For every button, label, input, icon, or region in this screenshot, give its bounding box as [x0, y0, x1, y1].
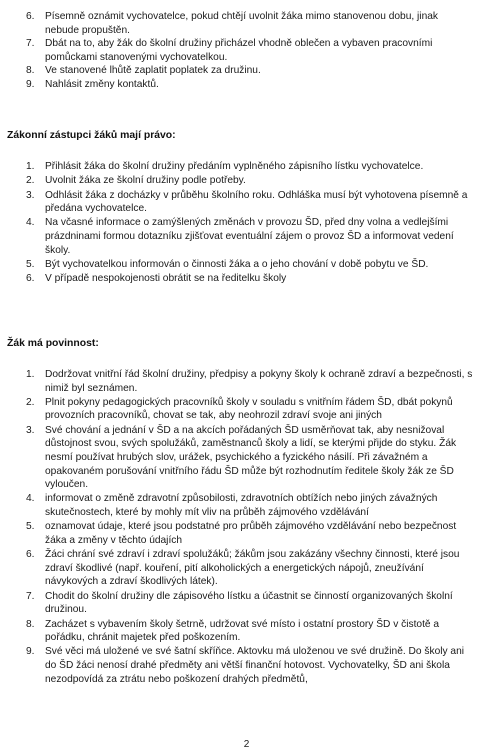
list-number: 6. [26, 273, 35, 285]
list-number: 6. [26, 11, 35, 22]
rights-list [0, 160, 473, 286]
list-item [0, 216, 473, 257]
list-item [0, 368, 473, 395]
list-item [0, 396, 473, 423]
list-item-text: Plnit pokyny pedagogických pracovníků školy v souladu s vnitřním řádem ŠD, dbát pokynů provozních pracovníků, chovat se tak, aby neohrozil zdraví svoje ani jiných [45, 396, 453, 422]
list-number: 4. [26, 493, 35, 505]
list-item-text: Na včasné informace o zamýšlených změnách v provozu ŠD, před dny volna a vedlejšími prázdninami formou dotazníku zjišťovat eventuální zájem o provoz ŠD a informovat vedení školy. [45, 217, 454, 256]
list-item [0, 548, 473, 589]
list-number: 6. [26, 549, 35, 561]
list-number: 3. [26, 189, 35, 201]
list-item-text: Být vychovatelkou informován o činnosti žáka a o jeho chování v době pobytu ve ŠD. [45, 258, 429, 270]
list-item [0, 160, 473, 174]
list-item-text: Nahlásit změny kontaktů. [45, 78, 159, 90]
list-item-text: Žáci chrání své zdraví i zdraví spolužáků; žákům jsou zakázány všechny činnosti, které jsou zdraví škodlivé (např. kouření, pití alkoholických a energetických nápojů, zneužívání návykových a zdraví škodlivých látek). [45, 549, 460, 588]
list-item [0, 424, 473, 492]
list-item-text: V případě nespokojenosti obrátit se na ředitelku školy [45, 273, 287, 285]
list-number: 9. [26, 646, 35, 658]
list-number: 2. [26, 175, 35, 187]
list-number: 5. [26, 258, 35, 270]
list-item-text: Chodit do školní družiny dle zápisového lístku a účastnit se činností organizovaných školní družinou. [45, 590, 453, 616]
list-item [0, 64, 473, 78]
list-number: 5. [26, 521, 35, 533]
list-item [0, 590, 473, 617]
list-item-text: Uvolnit žáka ze školní družiny podle potřeby. [45, 175, 246, 187]
duties-section-heading: Žák má povinnost: [7, 338, 99, 349]
list-number: 4. [26, 217, 35, 229]
page-number: 2 [243, 739, 250, 750]
list-number: 1. [26, 161, 35, 172]
list-item-text: Ve stanovené lhůtě zaplatit poplatek za družinu. [45, 65, 261, 77]
duties-list [0, 368, 473, 687]
list-item-text: oznamovat údaje, které jsou podstatné pro průběh zájmového vzdělávání nebo bezpečnost žáka a změny v těchto údajích [45, 521, 457, 546]
list-number: 7. [26, 38, 35, 50]
list-item-text: Zacházet s vybavením školy šetrně, udržovat své místo i ostatní prostory ŠD v čistotě a pořádku, chránit majetek před poškozením. [45, 618, 440, 644]
list-number: 8. [26, 65, 35, 77]
list-item-text: Dbát na to, aby žák do školní družiny přicházel vhodně oblečen a vybaven pracovními pomůckami stanovenými vychovatelkou. [45, 38, 433, 63]
list-number: 1. [26, 369, 35, 380]
list-item-text: Přihlásit žáka do školní družiny předáním vyplněného zápisního lístku vychovatelce. [45, 161, 424, 172]
list-item-text: informovat o změně zdravotní způsobilosti, zdravotních obtížích nebo jiných závažných skutečnostech, které by mohly mít vliv na průběh zájmového vzdělávání [45, 493, 438, 518]
list-number: 2. [26, 396, 35, 408]
list-item [0, 645, 473, 686]
list-item [0, 258, 473, 272]
list-item [0, 520, 473, 547]
list-item-text: Odhlásit žáka z docházky v průběhu školního roku. Odhláška musí být vyhotovena písemně a předána vychovatelce. [45, 189, 468, 215]
rights-section-heading: Zákonní zástupci žáků mají právo: [7, 130, 176, 141]
list-item [0, 10, 473, 37]
list-item [0, 492, 473, 519]
list-item-text: Své chování a jednání v ŠD a na akcích pořádaných ŠD usměrňovat tak, aby nesnižoval důstojnost svou, svých spolužáků, zaměstnanců školy a lidí, se kterými přijde do styku. Žák nesmí používat hrubých slov, urážek, psychického a fyzického násilí. Při závažném a opakovaném porušování vnitřního řádu ŠD může být rozhodnutím ředitele školy žák ze ŠD vyloučen. [45, 424, 457, 491]
list-number: 8. [26, 618, 35, 630]
continued-obligations-list [0, 10, 473, 92]
list-number: 7. [26, 590, 35, 602]
list-item [0, 189, 473, 216]
list-item-text: Písemně oznámit vychovatelce, pokud chtějí uvolnit žáka mimo stanovenou dobu, jinak nebude propuštěn. [45, 11, 438, 36]
list-item [0, 618, 473, 645]
list-item [0, 272, 473, 286]
list-item-text: Dodržovat vnitřní řád školní družiny, předpisy a pokyny školy k ochraně zdraví a bezpečnosti, s nimiž byl seznámen. [45, 369, 473, 394]
list-number: 9. [26, 78, 35, 90]
list-item [0, 174, 473, 188]
list-item [0, 78, 473, 92]
list-item-text: Své věci má uložené ve své šatní skříňce. Aktovku má uloženou ve své družině. Do školy ani do ŠD žáci nenosí drahé předměty ani větší finanční hotovost. Vychovatelky, ŠD ani škola nezodpovídá za ztrátu nebo poškození drahých předmětů, [45, 646, 465, 685]
list-number: 3. [26, 424, 35, 436]
list-item [0, 37, 473, 64]
